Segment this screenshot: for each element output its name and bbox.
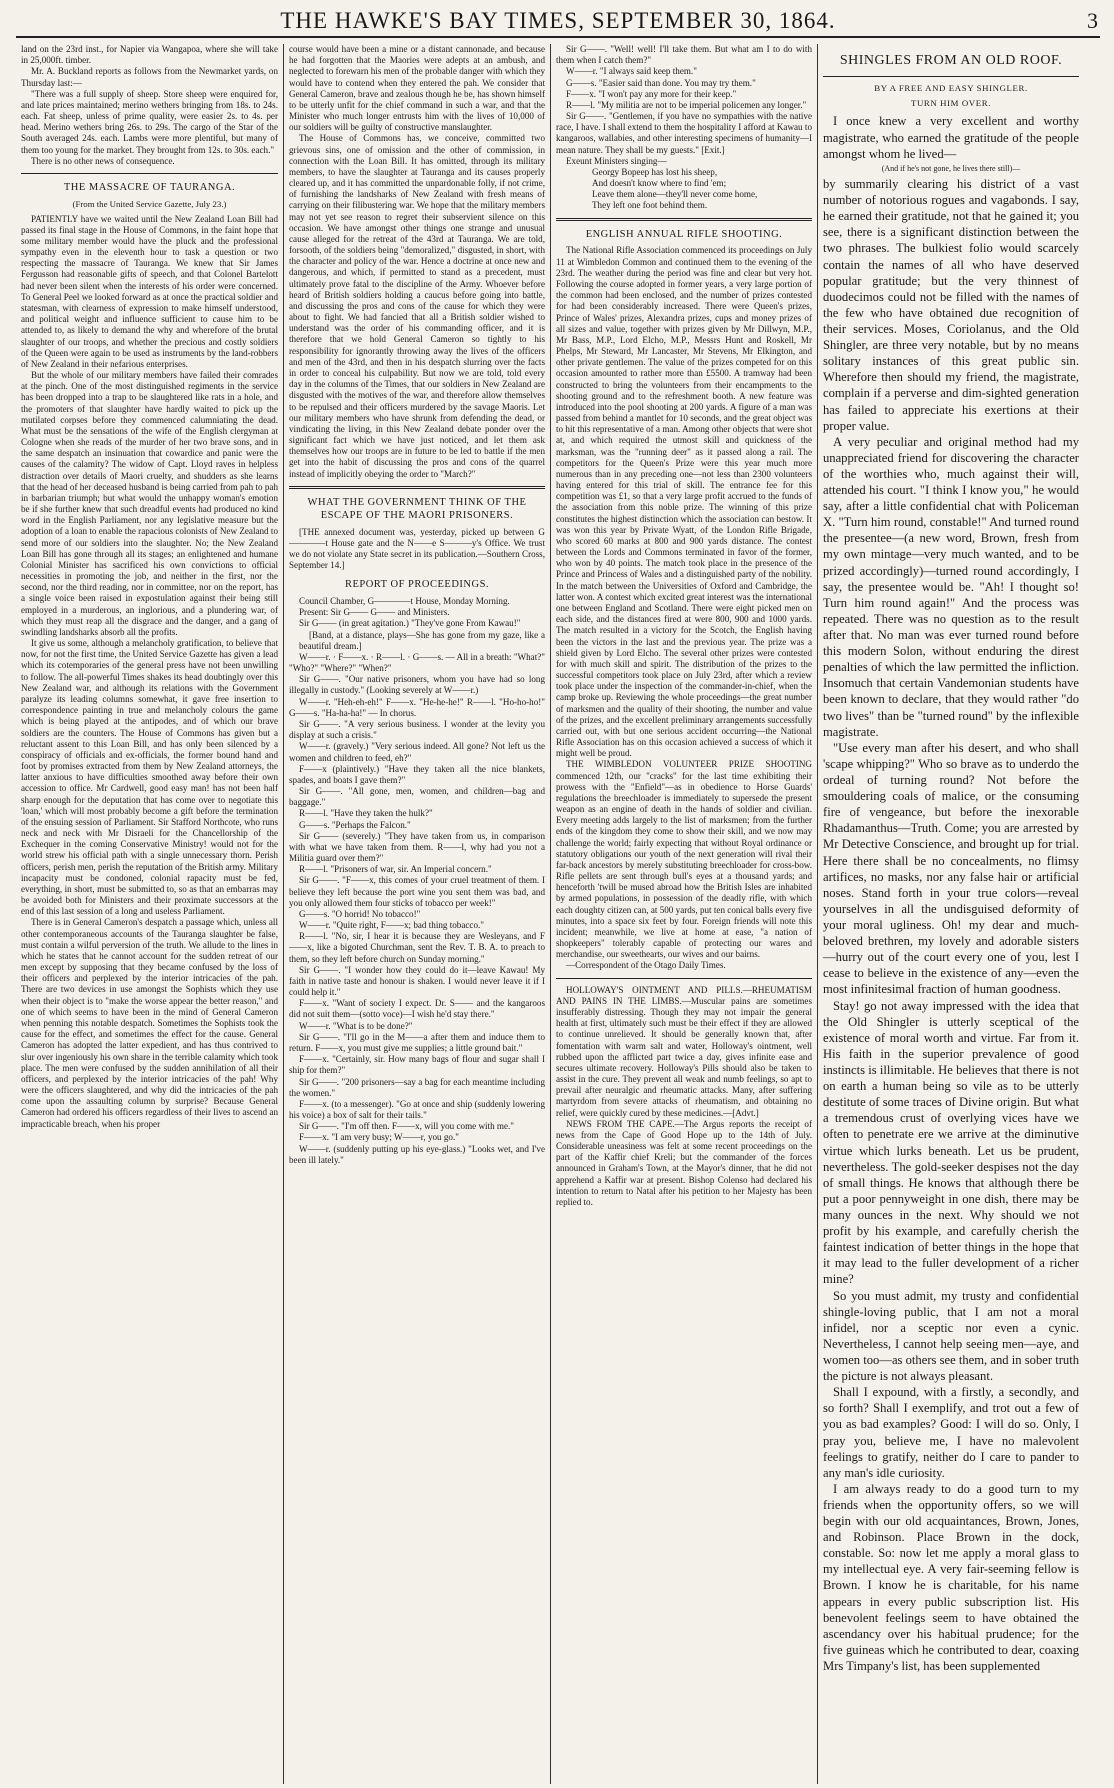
report-line: Sir G——. "I'm off then. F——x, will you come with me." <box>299 1121 515 1132</box>
report-line: Sir G——. "Gentlemen, if you have no sympathies with the native race, I have. I shall extend to them the hospitality I afford at Kawau to kangaroos, wallabies, and other interesting specimens of humanity—I mean nature. They shall be my guests." [Exit.] <box>556 111 812 155</box>
shingles-aside: (And if he's not gone, he lives there still)— <box>881 163 1021 173</box>
shingles-paragraph: Stay! go not away impressed with the idea that the Old Shingler is utterly sceptical of the existence of moral worth and virtue. Far from it. His faith in the superior prevalence of good instincts is illimitable. He believes that there is not on earth a human being so vile as to be utterly destitute of some traces of Divine origin. But what a tremendous crust of overlying vices have we often to penetrate ere we arrive at the diminutive virtue which lurks beneath. Let us be prudent, nevertheless. The gold-seeker despises not the day of small things. He knows that although there be put a poor pennyweight in one dish, there may be many ounces in the next. Why should we not profit by his example, and carefully cherish the faintest indication of better things in the hope that it may lead to the fuller development of a richer mine? <box>823 998 1079 1287</box>
report-line: Sir G—— (in great agitation.) "They've gone From Kawau!" <box>299 618 521 629</box>
report-line: Sir G——. "F——x, this comes of your cruel treatment of them. I believe they left because the port wine you sent them was bad, and you only allowed them four sticks of tobacco per week!" <box>289 875 545 908</box>
report-line: Sir G——. "Our native prisoners, whom you have had so long illegally in custody." (Looking severely at W——r.) <box>289 674 545 696</box>
massacre-paragraph: It give us some, although a melancholy gratification, to believe that now, for not the first time, the United Service Gazette has given a lead which its cotemporaries of the general press have not been unwilling to follow. The all-powerful Times shakes its head doubtingly over this New Zealand war, and although its relations with the Government paralyze its leading columns somewhat, it gave free insertion to correspondence painting in true and melancholy colours the game which is being played at the antipodes, and of which our brave soldiers are the counters. The House of Commons has given but a reluctant assent to this Loan Bill, and has only been silenced by a conspiracy of officials and ex-officials, the former bound hand and foot by promises extracted from them by New Zealand attorneys, the latter anxious to have difficulties smoothed away before their own accession to office. Mr Cardwell, good easy man! has not been half sharp enough for the deputation that has come over to negotiate this 'loan,' which will most probably become a gift before the termination of the ensuing session of Parliament. Sir Stafford Northcote, who runs neck and neck with Mr Disraeli for the Chancellorship of the Exchequer in the coming Conservative Ministry! would not for the world strew his official path with a single unnecessary thorn. Perish officers, perish men, perish the reputation of the British army. Military incapacity must be condoned, colonial rapacity must be fed, everything, in short, must be submitted to, so as that an embarras may be avoided both for Ministers and their proximate successors at the end of this last session of a long and useless Parliament. <box>21 638 278 917</box>
shingles-paragraph: A very peculiar and original method had my unappreciated friend for discovering the character of the worthies who, much against their will, attended his court. "I think I know you," he would say, after a little confidential chat with Policeman X. "Turn him round, constable!" And turned round the presentee—(a new word, Brown, fresh from my own mintage—very much wanted, and to be prized accordingly)—turned round accordingly, I say, the presentee would be. "Ah! I thought so! Turn him round again!" And the process was repeated. There was no question as to the result after that. No man was ever turned round before this modern Solon, without enduring the direst penalties of which the law permitted the infliction. Insomuch that certain Vandemonian students have been known to declare, that they would rather "do two lives" than be "turned round" by the inflexible magistrate. <box>823 434 1079 739</box>
report-line: W——r. · F——x. · R——l. · G——s. — All in a breath: "What?" "Who?" "Where?" "When?" <box>289 651 545 674</box>
masthead <box>16 6 1100 38</box>
column-2 <box>283 44 550 1784</box>
divider <box>556 218 812 221</box>
report-line: F——x. "Certainly, sir. How many bags of flour and sugar shall I ship for them?" <box>289 1054 545 1076</box>
massacre-source: (From the United Service Gazette, July 23.) <box>72 198 227 209</box>
massacre-heading: THE MASSACRE OF TAURANGA. <box>63 181 236 193</box>
massacre-paragraph: But the whole of our military members have failed their comrades at the pinch. One of the most distinguished regiments in the service has been dropped into a trap to be slaughtered like rats in a hole, and the promoters of that slaughter have hardly waited to pick up the mutilated corpses before they commenced calumniating the dead. What must be the sensations of the wife of the English clergyman at Cologne when she reads of the murder of her two brave sons, and in the same despatch an insinuation that cowardice and panic were the causes of the calamity? The widow of Capt. Lloyd raves in helpless distraction over details of Maori cruelty, and shudders as she learns that the head of her deceased husband is being carried from pah to pah in barbarian triumph; but what would the unhappy woman's emotion be if she further knew that such dreadful events had produced no kind word in the English Parliament, nor any legislative measure but the adoption of a loan to enable the rapacious colonists of New Zealand to send more of our soldiers into the slaughter. No; the New Zealand Loan Bill has gone through all its stages; an enlightened and humane Colonial Minister has sacrificed his own convictions to official necessities in promoting the job, and neither in the first, nor the second, nor the third reading, nor in committee, nor on the report, has a single voice been raised in expostulation against their being still employed in a murderous, an inglorious, and a plundering war, of which they must reap all the disgrace and the danger, and a gang of swindling landsharks absorb all the profits. <box>21 370 278 637</box>
government-heading: WHAT THE GOVERNMENT THINK OF THE ESCAPE OF THE MAORI PRISONERS. <box>307 496 527 521</box>
shingles-paragraph: I am always ready to do a good turn to my friends when the opportunity offers, so we will begin with our old acquaintances, Brown, Jones, and Robinson. Place Brown in the dock, constable. So: now let me apply a moral glass to my intellectual eye. A very fair-seeming fellow is Brown. I know he is charitable, for his name appears in every public subscription list. His benevolent feelings seem to have obtained the ascendancy over his habitual prudence; for the five guineas which he contributed to dear, coaxing Mrs Timpany's list, has been supplemented <box>823 1481 1079 1674</box>
column-3 <box>550 44 817 1784</box>
report-line: Sir G——. "I wonder how they could do it—leave Kawau! My faith in native taste and honour is shaken. I would never leave it if I could help it." <box>289 964 545 998</box>
report-line: W——r. "Quite right, F——x; bad thing tobacco." <box>299 920 484 931</box>
cape-news: NEWS FROM THE CAPE.—The Argus reports the receipt of news from the Cape of Good Hope up to the 14th of July. Considerable uneasiness was felt at some recent proceedings on the part of the Kaffir chief Kreli; but the commander of the forces announced in Graham's Town, at the Mayor's dinner, that he did not apprehend a Kaffir war at present. Bishop Colenso had declared his intention to return to Natal after his petition to her Majesty has been replied to. <box>556 1118 812 1207</box>
shingles-heading: SHINGLES FROM AN OLD ROOF. <box>839 53 1063 68</box>
rifle-paragraph: THE WIMBLEDON VOLUNTEER PRIZE SHOOTING commenced 12th, our "cracks" for the last time exhibiting their prowess with the "Enfield"—as in obedience to Horse Guards' regulations the breechloader is immediately to supersede the present weapon as an engine of death in the hands of soldier and civilian. Every meeting adds largely to the list of marksmen; from the further ends of the kingdom they come to show their skill, and we now may challenge the world; fairly expecting that without Royal ordinance or statutory obligations our youth of the next generation will rival their far-back ancestors by merely substituting breechloader for cross-bow. Rifle pellets are sent through bull's eyes at a thousand yards; and henceforth 'twill be mused abroad how the British Isles are inhabited by armed populations, in possession of the deadly rifle, with which each doughty citizen can, at 500 yards, put ten conical balls every five minutes, into a space six feet by four. Foreign friends will note this incident; meanwhile, we live at home at ease, "a nation of shopkeepers" tolerably capable of protecting our wares and merchandise, our sweethearts, our wives and our bairns. <box>556 759 812 960</box>
rifle-heading: ENGLISH ANNUAL RIFLE SHOOTING. <box>585 228 783 240</box>
newspaper-title: THE HAWKE'S BAY TIMES, SEPTEMBER 30, 1864. <box>280 8 836 33</box>
stage-direction: [Band, at a distance, plays—She has gone from my gaze, like a beautiful dream.] <box>299 629 545 651</box>
massacre-paragraph: PATIENTLY have we waited until the New Zealand Loan Bill had passed its final stage in the House of Commons, in the faint hope that some military member would have the pluck and the professional sympathy even in the eleventh hour to task a question or two respecting the massacre of Tauranga. We knew that Sir James Fergusson had reasonable gifts of speech, and that Colonel Bartelott had never been silent when the interests of his order were concerned. To General Peel we looked forward as at once the practical soldier and statesman, with clearness of expression to make himself understood, and political weight and influence sufficient to cause him to be attended to, as likely to demand the why and wherefore of the brutal slaughter of our troops, and whether the precious and costly soldiers of the Queen were again to be used as instruments by the land-robbers of New Zealand in their nefarious enterprises. <box>21 213 278 369</box>
report-line: W——r. "I always said keep them." <box>566 66 697 77</box>
buckland-report: Mr. A. Buckland reports as follows from the Newmarket yards, on Thursday last:— <box>21 66 278 88</box>
report-line: Sir G——. "A very serious business. I wonder at the levity you display at such a crisis." <box>289 719 545 741</box>
report-line: Exeunt Ministers singing— <box>566 155 667 166</box>
shingles-byline: BY A FREE AND EASY SHINGLER. <box>874 82 1028 93</box>
report-line: R——l. "Have they taken the hulk?" <box>299 808 433 819</box>
report-line: R——l. "Prisoners of war, sir. An Imperial concern." <box>299 864 492 875</box>
divider <box>289 486 545 489</box>
report-line: W——r. (suddenly putting up his eye-glass.) "Looks wet, and I've been ill lately." <box>289 1143 545 1165</box>
column-1 <box>16 44 283 1784</box>
divider <box>823 76 1079 77</box>
massacre-paragraph: There is in General Cameron's despatch a passage which, unless all other contemporaneous accounts of the Tauranga slaughter be false, must contain a wilful perversion of the truth. We allude to the lines in which he states that he cannot account for the sudden retreat of our men except by supposing that they became confused by the loss of their officers and perplexed by the interior intricacies of the pah. There are two devices in use amongst the Sophists which they use when their object is to "make the worse appear the better reason," and one of which seems to have been in the mind of General Cameron when penning this notable despatch. Sometimes the Sophists took the cause for the effect, and sometimes the effect for the cause. General Cameron has adopted the latter expedient, and has thus contrived to slur over ingeniously his own share in the terrible calamity which took place. The men were confused by the sudden annihilation of all their officers, and perplexed by the interior intricacies of the pah! Why were the officers slaughtered, and why did the intricacies of the pah come upon the assaulting column by surprise? Because General Cameron had ordered his officers regardless of their lives to ascend an impracticable breach, when his proper <box>21 917 278 1129</box>
report-line: Present: Sir G—— G—— and Ministers. <box>299 607 450 618</box>
government-intro: [THE annexed document was, yesterday, picked up between G————t House gate and the N——e S———y's Office. We trust we do not violate any State secret in its publication.—Southern Cross, September 14.] <box>289 526 545 571</box>
report-line: F——x. "I won't pay any more for their keep." <box>566 88 737 99</box>
report-line: W——r. "What is to be done?" <box>299 1020 413 1031</box>
report-line: Sir G—— (severely.) "They have taken from us, in comparison with what we have taken from them. R——l, why had you not a Militia guard over them?" <box>289 830 545 864</box>
report-line: R——l. "My militia are not to be imperial policemen any longer." <box>566 99 807 110</box>
page-number: 3 <box>1087 8 1098 33</box>
verse-line: Georgy Bopeep has lost his sheep, <box>592 166 718 177</box>
holloway-advert: HOLLOWAY'S OINTMENT AND PILLS.—RHEUMATISM AND PAINS IN THE LIMBS.—Muscular pains are sometimes insufferably distressing. Though they may not impair the general health at first, ultimately such must be their effect if they are allowed to continue unrelieved. It should be generally known that, after fomentation with warm salt and water, Holloway's ointment, well rubbed upon the afflicted part twice a day, gives infinite ease and secures ultimate recovery. Holloway's Pills should also be taken to assist in the cure. They prevent all weak and numb feelings, so apt to prevail after neuralgic and rheumatic attacks. Many, after suffering martyrdom from severe attacks of rheumatism, and obtaining no relief, were quickly cured by these medicines.—[Advt.] <box>556 984 812 1118</box>
rifle-credit: —Correspondent of the Otago Daily Times. <box>566 960 726 971</box>
shingles-paragraph: I once knew a very excellent and worthy magistrate, who earned the gratitude of the people amongst whom he lived— <box>823 114 1079 161</box>
report-line: Council Chamber, G————t House, Monday Morning. <box>299 596 510 607</box>
divider <box>556 978 812 979</box>
shingles-paragraph: So you must admit, my trusty and confidential shingle-loving public, that I am not a moral infidel, nor a sceptic nor even a cynic. Nevertheless, I cannot help seeing men—aye, and women too—as others see them, and in sober truth the picture is not always pleasant. <box>823 1288 1079 1384</box>
report-heading: REPORT OF PROCEEDINGS. <box>344 579 490 591</box>
columns <box>16 44 1100 1784</box>
report-line: G——s. "Easier said than done. You may try them." <box>566 77 756 88</box>
shingles-paragraph: Shall I expound, with a firstly, a secondly, and so forth? Shall I exemplify, and trot out a few of you as bad examples? Good: I will do so. Only, I pray you, believe me, I have no malevolent feelings to gratify, neither do I care to pander to any man's idle curiosity. <box>823 1385 1079 1480</box>
report-line: F——x. "I am very busy; W——r, you go." <box>299 1132 459 1143</box>
shingles-section: TURN HIM OVER. <box>911 98 991 109</box>
report-line: W——r. (gravely.) "Very serious indeed. All gone? Not left us the women and children to feed, eh?" <box>289 741 545 763</box>
verse-line: And doesn't know where to find 'em; <box>592 178 727 189</box>
divider <box>21 173 278 174</box>
report-line: Sir G——. "I'll go in the M——a after them and induce them to return. F——x, you must give me supplies; a little ground bait." <box>289 1031 545 1053</box>
massacre-continued: The House of Commons has, we conceive, committed two grievous sins, one of omission and the other of commission, in connection with the Loan Bill. It has omitted, through its military members, to have the slaughter at Tauranga and its causes properly cleared up, and it has committed the unpardonable folly, if not crime, of furnishing the landsharks of New Zealand with fresh means of carrying on their filibustering war. We hope that the military members may not yet see reason to regret their subservient silence on this occasion. We have amongst other things one strange and unusual cause alleged for the retreat of the 43rd at Tauranga. We are told, forsooth, of the soldiers being "demoralized," disgusted, in short, with the character and policy of the war. Hence a doctrine at once new and dangerous, and which, if permitted to stand as a precedent, must ultimately prove fatal to the discipline of the Army. Whoever before heard of British soldiers holding a caucus before going into battle, and discussing the pros and cons of the cause for which they were about to fight. We had fancied that all a British soldier wished to understand was the order of his commanding officer, and it is therefore that we hold General Cameron so tightly to his responsibility for ignorantly throwing away the lives of the officers and men of the 43rd, and then in his despatch slurring over the facts in order to conceal his culpability. But now we are told, told every day in the columns of the Times, that our soldiers in New Zealand are disgusted with the motives of the war, and therefore allow themselves to be repulsed and their officers murdered by the savage Maoris. Let our military members who have shrunk from defending the dead, or vindicating the living, in this New Zealand debate ponder over the significant fact which we have just noticed, and let them ask themselves how our troops are in future to be led to battle if the men get into the habit of discussing the pros and cons of the quarrel instead of implicitly obeying the order to "March?" <box>289 133 545 479</box>
verse-line: Leave them alone—they'll never come home, <box>592 189 758 200</box>
report-line: Sir G——. "All gone, men, women, and children—bag and baggage." <box>289 786 545 808</box>
rifle-paragraph: The National Rifle Association commenced its proceedings on July 11 at Wimbledon Common and continued them to the evening of the 23rd. The weather during the period was fine and clear but very hot. Following the course adopted in former years, a very large portion of the common had been enclosed, and the number of prizes contested for had been considerably increased. There were Queen's prizes, Prince of Wales' prizes, Alexandra prizes, cups and money prizes of all sizes and value, together with prizes given by Mr Dillwyn, M.P., Mr Bass, M.P., Lord Elcho, M.P., Messrs Hunt and Roskell, Mr Phelps, Mr Steward, Mr Lancaster, Mr Stevens, Mr Elkington, and other private gentlemen. The value of the prizes competed for on this occasion amounted to rather more than £5500. A tramway had been constructed to bring the volunteers from their encampments to the shooting ground and to the refreshment booth. A new feature was introduced into the pool shooting at 200 yards. A figure of a man was passed from behind a mantlet for 10 seconds, and the great object was to hit this representative of a man. Among other objects that were shot at, and which required the utmost skill and quickness of the marksman, was the "running deer" as it passed along a rail. The competitors for the Queen's Prize were this year much more numerous than in any preceding one—not less than 2300 volunteers having entered for this trial of skill. The entrance fee for this competition was £1, so that a very large profit accrued to the funds of the association from this noble prize. The winning of this prize constitutes the highest distinction which the association can bestow. It was won this year by Private Wyatt, of the London Rifle Brigade, who scored 60 marks at 800 and 900 yards distance. The contest between the Lords and Commons terminated in favor of the former, who won by 40 points. The match took place in the presence of the Prince and Princess of Wales and a distinguished party of the nobility. In the match between the Universities of Oxford and Cambridge, the latter won. A contest which excited great interest was the international one between England and Scotland. There were eight picked men on each side, and the distances fired at were 800, 900 and 1000 yards. The match resulted in a victory for the Scotch, the English having been the victors in the last and the previous year. The prize was a shield given by Lord Elcho. The several other prizes were contested for with much skill and spirit. The distribution of the prizes to the successful competitors took place on July 23rd, after which a review took place under the inspection of the commander-in-chief, when the camp broke up. Reviewing the whole proceedings—the great number of marksmen and the quality of their shooting, the number and value of the prizes, and the excellent preliminary arrangements successfully carried out, with but one serious accident occurring—the National Rifle Association has on this occasion achieved a success of which it might well be proud. <box>556 245 812 759</box>
market-report: "There was a full supply of sheep. Store sheep were enquired for, and late prices maintained; merino wethers bringing from 18s. to 24s. each. Fat sheep, unless of prime quality, were easier 2s. to 4s. per head. Merino wethers bring 26s. to 29s. The cargo of the Star of the South averaged 24s. each. Lambs were more plentiful, but many of them too young for the market. They brought from 12s. to 30s. each." <box>21 88 278 155</box>
report-line: R——l. "No, sir, I hear it is because they are Wesleyans, and F——x, like a bigoted Churchman, sent the Rev. T. B. A. to preach to them, so they left before church on Sunday morning." <box>289 931 545 964</box>
shingles-paragraph: "Use every man after his desert, and who shall 'scape whipping?" Who so brave as to underdo the ordeal of turning round? Not before the smouldering coals of malice, or the consuming fire of vengeance, but before the inexorable Rhadamanthus—Truth. Come; you are arrested by Mr Detective Conscience, and brought up for trial. Here there shall be no concealments, no flimsy artifices, no masks, nor any false hair or artificial noses. Stand forth in your true colors—reveal yourselves in all the undisguised deformity of your moral ugliness. Oh! my dear and much-beloved brethren, my lovely and adorable sisters—hurry out of the court every one of you, lest I cease to believe in the existence of any—even the most infinitesimal fraction of human goodness. <box>823 740 1079 997</box>
no-news-note: There is no other news of consequence. <box>31 155 175 166</box>
shingles-paragraph: by summarily clearing his district of a vast number of notorious rogues and vagabonds. I say, he earned their gratitude, not that he gained it; you see, there is a significant distinction between the two phrases. The bulkiest folio would scarcely contain the names of all who have deserved popular gratitude; but the very thinnest of duodecimos could not be filled with the names of the few who have obtained due recognition of their services. Moses, Coriolanus, and the Old Shingler, are three very notable, but by no means solitary instances of this great public sin. Wherefore then should my friend, the magistrate, complain if a perverse and dim-sighted generation has failed to appreciate his exertions at their proper value. <box>823 176 1079 433</box>
report-line: F——x. (to a messenger). "Go at once and ship (suddenly lowering his voice) a box of salt for their tails." <box>289 1098 545 1121</box>
report-line: F——x. "Want of society I expect. Dr. S—— and the kangaroos did not suit them—(sotto voce)—I wish he'd stay there." <box>289 998 545 1020</box>
report-line: F——x (plaintively.) "Have they taken all the nice blankets, spades, and boats I gave them?" <box>289 763 545 785</box>
massacre-continued: course would have been a mine or a distant cannonade, and because he had forgotten that the Maories were adepts at an ambush, and neglected to forewarn his men of the probable danger with which they would have to contend when they entered the pah. We consider that General Cameron, brave and zealous though he be, has shown himself to be utterly unfit for the chief command in such a war, and that the Minister who much longer entrusts him with the lives of 10,000 of our soldiers will be guilty of constructive manslaughter. <box>289 44 545 133</box>
shipping-note: land on the 23rd inst., for Napier via Wangapoa, where she will take in 25,000ft. timber. <box>21 44 278 66</box>
report-line: Sir G——. "200 prisoners—say a bag for each meantime including the women." <box>289 1076 545 1098</box>
report-line: Sir G——. "Well! well! I'll take them. But what am I to do with them when I catch them?" <box>556 44 812 66</box>
report-line: G——s. "Perhaps the Falcon." <box>299 819 411 830</box>
report-line: G——s. "O horrid! No tobacco!" <box>299 908 421 919</box>
verse-line: They left one foot behind them. <box>592 200 708 211</box>
report-line: W——r. "Heh-eh-eh!" F——x. "He-he-he!" R——l. "Ho-ho-ho!" G——s. "Ha-ha-ha!" — In chorus. <box>289 696 545 718</box>
column-4 <box>817 44 1084 1784</box>
